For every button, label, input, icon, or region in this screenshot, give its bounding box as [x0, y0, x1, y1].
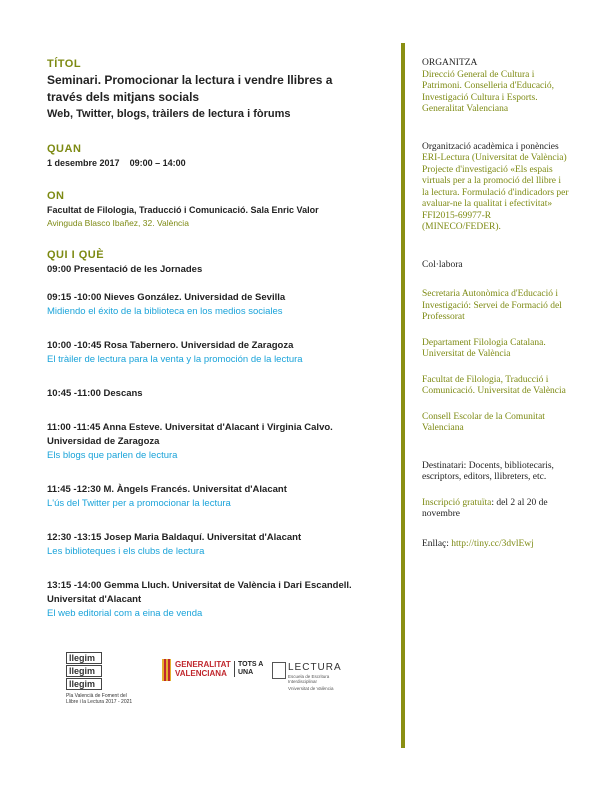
- academica-text: ERI-Lectura (Universitat de València) Projecte d'investigació «Els espais virtuals per a la promoció del llibre i la lectura. Formulació d'indicadors per avaluar-ne la qualitat i efectivitat» FFI2015-69977-R (MINECO/FEDER).: [422, 153, 569, 232]
- program-item-sub: El tràiler de lectura para la venta y la promoción de la lectura: [47, 354, 303, 365]
- collabora-label: Col·labora: [422, 259, 463, 270]
- title-line-3: Web, Twitter, blogs, tràilers de lectura i fòrums: [47, 108, 291, 120]
- right-column: [422, 58, 570, 550]
- program-item-main: 13:15 -14:00 Gemma Lluch. Universitat de València i Dari Escandell. Universitat d'Alacant: [47, 580, 352, 605]
- llegim-logo: [66, 652, 138, 705]
- program-item-main: 11:00 -11:45 Anna Esteve. Universitat d'Alacant i Virginia Calvo. Universidad de Zaragoza: [47, 422, 333, 447]
- quan-date: 1 desembre 2017: [47, 158, 120, 168]
- quan-label: QUAN: [47, 143, 82, 155]
- program-item-sub: Els blogs que parlen de lectura: [47, 450, 178, 461]
- inscripcio-text: [422, 498, 570, 521]
- program-item: [47, 339, 382, 367]
- generalitat-name: GENERALITAT VALENCIANA: [175, 660, 231, 678]
- organitza-label: ORGANITZA: [422, 58, 478, 68]
- llegim-caption: Pla Valencià de Foment del Llibre i la Lectura 2017 - 2021: [66, 693, 133, 705]
- llegim-word: llegim: [66, 678, 102, 690]
- academica-label: Organització acadèmica i ponències: [422, 141, 559, 152]
- program-item: [47, 291, 382, 319]
- generalitat-logo: [162, 659, 264, 689]
- generalitat-shield-icon: [162, 659, 171, 681]
- title-line-2: través dels mitjans socials: [47, 90, 200, 104]
- vertical-divider: [401, 43, 405, 748]
- enllac-label: Enllaç:: [422, 538, 452, 549]
- program-item-sub: L'ús del Twitter per a promocionar la lectura: [47, 498, 231, 509]
- program-item: [47, 483, 382, 511]
- destinatari-text: Destinatari: Docents, bibliotecaris, escriptors, editors, llibreters, etc.: [422, 460, 554, 482]
- program-opening: 09:00 Presentació de les Jornades: [47, 264, 203, 275]
- lectura-box-icon: [272, 662, 286, 679]
- lectura-name: LECTURA: [288, 662, 342, 673]
- program-item: [47, 531, 382, 559]
- collabora-item: Facultat de Filologia, Traducció i Comunicació. Universitat de València: [422, 374, 566, 396]
- on-address: Avinguda Blasco Ibañez, 32. València: [47, 218, 189, 228]
- title-line-1: Seminari. Promocionar la lectura i vendre llibres a: [47, 73, 333, 87]
- enllac-text: [422, 539, 570, 551]
- program-item-main: 11:45 -12:30 M. Àngels Francés. Universitat d'Alacant: [47, 484, 287, 495]
- program-item: [47, 421, 382, 463]
- collabora-item: Consell Escolar de la Comunitat Valenciana: [422, 411, 545, 433]
- lectura-logo: [272, 662, 352, 694]
- on-label: ON: [47, 190, 65, 202]
- collabora-item: Secretaria Autonòmica d'Educació i Investigació: Servei de Formació del Professorat: [422, 289, 562, 322]
- llegim-word: llegim: [66, 665, 102, 677]
- lectura-subtitle: Escuela de Escritura Interdisciplinar: [288, 674, 330, 684]
- quan-time: 09:00 – 14:00: [129, 158, 186, 168]
- program-item-sub: El web editorial com a eina de venda: [47, 608, 203, 619]
- program-item-sub: Midiendo el éxito de la biblioteca en los medios sociales: [47, 306, 283, 317]
- program-item-main: 10:00 -10:45 Rosa Tabernero. Universidad de Zaragoza: [47, 340, 294, 351]
- titol-label: TÍTOL: [47, 58, 82, 70]
- collabora-item: Departament Filologia Catalana. Universitat de València: [422, 337, 546, 359]
- program-item-sub: Les biblioteques i els clubs de lectura: [47, 546, 205, 557]
- quan-datetime: [47, 157, 382, 170]
- program-item: [47, 387, 382, 401]
- inscripcio-label: Inscripció gratuïta: [422, 497, 492, 508]
- enllac-link[interactable]: http://tiny.cc/3dvlEwj: [451, 538, 534, 549]
- program-item-main: 10:45 -11:00 Descans: [47, 388, 143, 399]
- left-column: [47, 58, 382, 641]
- llegim-word: llegim: [66, 652, 102, 664]
- lectura-university: Vniversitat de València: [288, 686, 334, 691]
- on-venue: Facultat de Filologia, Traducció i Comunicació. Sala Enric Valor: [47, 205, 319, 215]
- program-item-main: 12:30 -13:15 Josep Maria Baldaquí. Universitat d'Alacant: [47, 532, 302, 543]
- program-item: [47, 579, 382, 621]
- program-item-main: 09:15 -10:00 Nieves González. Universidad de Sevilla: [47, 292, 286, 303]
- qui-que-label: QUI I QUÈ: [47, 249, 105, 261]
- tots-a-una-label: TOTS A UNA: [234, 661, 264, 677]
- inscripcio-dates: : del 2 al 20 de novembre: [422, 497, 548, 519]
- organitza-text: Direcció General de Cultura i Patrimoni. Conselleria d'Educació, Investigació Cultura i Esports. Generalitat Valenciana: [422, 69, 555, 114]
